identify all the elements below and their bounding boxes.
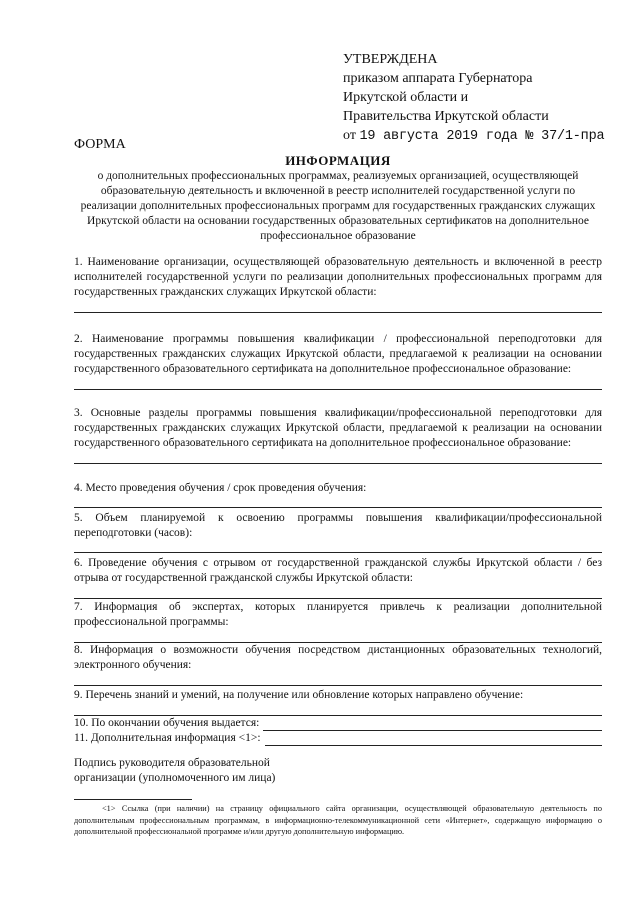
item-1-text: 1. Наименование организации, осуществляющей образовательную деятельность и включенной в реестр исполнителей государственной услуги по реализации дополнительных профессиональных программ для государственных гражданских служащих Иркутской области: [74, 256, 602, 298]
footnote-separator [74, 799, 192, 800]
item-11-text: 11. Дополнительная информация <1>: [74, 732, 261, 744]
item-11-fill-line[interactable] [265, 733, 602, 746]
item-11 [74, 731, 602, 746]
item-3 [74, 406, 602, 464]
approval-line-1: УТВЕРЖДЕНА [343, 52, 438, 67]
item-10-text: 10. По окончании обучения выдается: [74, 717, 260, 729]
item-2 [74, 332, 602, 390]
signature-block [74, 756, 275, 786]
approval-line-4: Правительства Иркутской области [343, 109, 549, 124]
item-2-text: 2. Наименование программы повышения квалификации / профессиональной переподготовки для государственных гражданских служащих Иркутской области, предлагаемой к реализации на основании государственного образовательного сертификата на дополнительное профессиональное образование: [74, 333, 602, 375]
item-10-fill-line[interactable] [263, 718, 602, 731]
item-5-fill-line[interactable] [74, 552, 602, 553]
item-2-fill-line[interactable] [74, 389, 602, 390]
item-1 [74, 255, 602, 313]
signature-line-2: организации (уполномоченного им лица) [74, 772, 276, 784]
footnote-text: <1> Ссылка (при наличии) на страницу официального сайта организации, осуществляющей образовательную деятельность по дополнительным профессиональным программам, в информационно-телекоммуникационной сети «Интернет», содержащую информацию о дополнительной профессиональной программе и/или другую дополнительную информацию. [74, 804, 602, 836]
approval-date-line [343, 126, 633, 146]
item-5-text: 5. Объем планируемой к освоению программы повышения квалификации/профессиональной переподготовки (часов): [74, 512, 602, 539]
approval-line-2: приказом аппарата Губернатора [343, 71, 533, 86]
item-4 [74, 481, 602, 508]
approval-line-3: Иркутской области и [343, 90, 469, 105]
document-title: ИНФОРМАЦИЯ [285, 153, 391, 168]
item-8 [74, 643, 602, 686]
item-8-fill-line[interactable] [74, 685, 602, 686]
item-4-text: 4. Место проведения обучения / срок проведения обучения: [74, 482, 367, 494]
approval-from-label: от [343, 128, 356, 143]
item-8-text: 8. Информация о возможности обучения посредством дистанционных образовательных технологий, электронного обучения: [74, 644, 602, 671]
item-9 [74, 688, 602, 716]
item-7 [74, 600, 602, 643]
item-6-fill-line[interactable] [74, 598, 602, 599]
signature-line-1: Подпись руководителя образовательной [74, 757, 270, 769]
item-6-text: 6. Проведение обучения с отрывом от государственной гражданской службы Иркутской области / без отрыва от государственной гражданской службы Иркутской области: [74, 557, 602, 584]
item-4-fill-line[interactable] [74, 507, 602, 508]
form-label: ФОРМА [74, 137, 126, 152]
item-3-text: 3. Основные разделы программы повышения квалификации/профессиональной переподготовки для государственных гражданских служащих Иркутской области, предлагаемой к реализации на основании государственного образовательного сертификата на дополнительное профессиональное образование: [74, 407, 602, 449]
item-7-text: 7. Информация об экспертах, которых планируется привлечь к реализации дополнительной профессиональной программы: [74, 601, 602, 628]
item-1-fill-line[interactable] [74, 312, 602, 313]
footnote [74, 803, 602, 838]
document-subtitle: о дополнительных профессиональных программах, реализуемых организацией, осуществляющей образовательную деятельность и включенной в реестр исполнителей государственной услуги по реализации дополнительных профессиональных программ для государственных гражданских служащих Иркутской области на основании государственных образовательных сертификатов на дополнительное профессиональное образование [80, 170, 596, 242]
item-10 [74, 716, 602, 731]
item-5 [74, 511, 602, 553]
item-3-fill-line[interactable] [74, 463, 602, 464]
item-9-text: 9. Перечень знаний и умений, на получение или обновление которых направлено обучение: [74, 689, 524, 701]
item-6 [74, 556, 602, 599]
approval-block [343, 50, 633, 146]
approval-stamp: 19 августа 2019 года № 37/1-пра [359, 129, 605, 144]
